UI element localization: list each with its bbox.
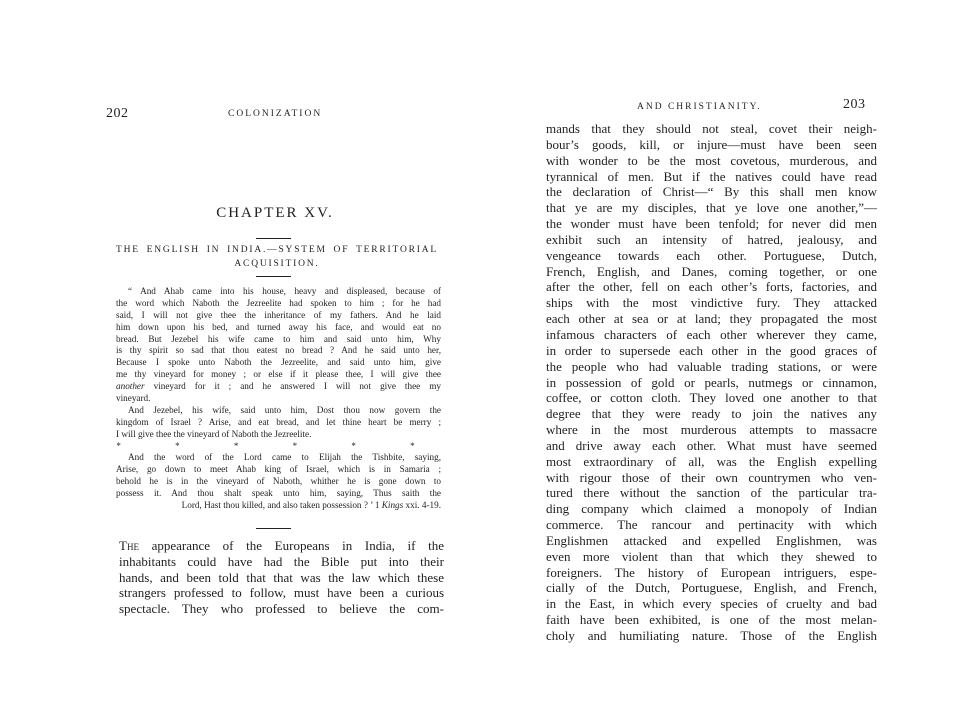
body-line: exhibit such an intensity of hatred, jealousy, and [546, 231, 877, 247]
body-line: tured there without the sanction of the particular tra- [546, 485, 877, 501]
epigraph-line: possess it. And thou shalt speak unto him, saying, Thus saith the [116, 488, 441, 499]
epigraph [116, 286, 441, 512]
body-line: vengeance towards each other. Portuguese, Dutch, [546, 247, 877, 263]
body-line [119, 538, 444, 554]
body-line: French, English, and Danes, coming together, or one [546, 263, 877, 279]
epigraph-line: the word which Naboth the Jezreelite had spoken to him ; for he had [116, 297, 441, 308]
body-line: ding company which claimed a monopoly of Indian [546, 501, 877, 517]
epigraph-line: said, I will not give thee the inheritance of my fathers. And he laid [116, 309, 441, 320]
body-line: infamous characters of each other wherever they came, [546, 326, 877, 342]
epigraph-line: me thy vineyard for money ; or else if it please thee, I will give thee [116, 369, 441, 380]
chapter-title: CHAPTER XV. [216, 205, 334, 221]
body-line: most extraordinary of all, was the English expelling [546, 453, 877, 469]
epigraph-line: bread. But Jezebel his wife came to him and said unto him, Why [116, 333, 441, 344]
summary-word: INDIA.—SYSTEM [227, 245, 327, 255]
epigraph-line: vineyard. [116, 393, 151, 404]
body-line: choly and humiliating nature. Those of the English [546, 628, 877, 643]
epigraph-line: “ And Ahab came into his house, heavy and displeased, because of [128, 286, 441, 296]
summary-word: ENGLISH [146, 245, 200, 255]
body-line: coffee, or cotton cloth. They loved one another to that [546, 390, 877, 406]
epigraph-line: And the word of the Lord came to Elijah the Tishbite, saying, [128, 452, 441, 463]
epigraph-line: Because I spoke unto Naboth the Jezreelite, and said unto him, give [116, 357, 441, 368]
epigraph-line: behold he is in the vineyard of Naboth, whither he is gone down to [116, 476, 441, 487]
chapter-rule [256, 238, 291, 239]
page-number-right: 203 [843, 97, 866, 112]
body-line: the wonder must have been tenfold; for never did men [546, 216, 877, 232]
chapter-summary-line-1 [116, 243, 438, 257]
body-line: strangers professed to follow, must have been a curious [119, 585, 444, 601]
body-line: in order to supersede each other in the good graces of [546, 342, 877, 358]
body-line: the declaration of Christ—“ By this shall men know [546, 184, 877, 200]
body-line: even more violent than that which they shewed to [546, 548, 877, 564]
ellipsis-stars: * * * * * * [116, 440, 441, 451]
body-line: tyrannical of men. But if the natives could have read [546, 168, 877, 184]
body-line: where in the most murderous attempts to massacre [546, 422, 877, 438]
body-line: with wonder to be the most covetous, murderous, and [546, 152, 877, 168]
epigraph-line: Arise, go down to meet Ahab king of Israel, which is in Samaria ; [116, 464, 441, 475]
body-line: ships with the most vindictive fury. They attacked [546, 295, 877, 311]
body-line: foreigners. The history of European intriguers, espe- [546, 564, 877, 580]
summary-rule [256, 276, 291, 277]
body-line: degree that they were ready to join the natives any [546, 406, 877, 422]
right-page [490, 0, 980, 718]
body-line: each other at sea or at land; they propagated the most [546, 311, 877, 327]
summary-word: IN [206, 245, 221, 255]
summary-word: TERRITORIAL [356, 245, 438, 255]
body-line: faith have been exhibited, is one of the most melan- [546, 612, 877, 628]
body-line: and drive away each other. What must have seemed [546, 437, 877, 453]
body-line: commerce. The rancour and pertinacity with which [546, 517, 877, 533]
epigraph-citation-line: Lord, Hast thou killed, and also taken possession ? ’ 1 Kings xxi. 4-19. [181, 500, 441, 511]
body-line-rest: appearance of the Europeans in India, if the [138, 538, 444, 553]
epigraph-line: I will give thee the vineyard of Naboth the Jezreelite. [116, 428, 312, 439]
chapter-summary-line-2: ACQUISITION. [234, 259, 320, 269]
body-line: cially of the Dutch, Portuguese, English, and French, [546, 580, 877, 596]
body-line: inhabitants could have had the Bible put into their [119, 553, 444, 569]
chapter-summary [116, 243, 438, 271]
epigraph-line: And Jezebel, his wife, said unto him, Dost thou now govern the [128, 404, 441, 415]
body-line: in the East, in which every species of cruelty and bad [546, 596, 877, 612]
body-line: mands that they should not steal, covet their neigh- [546, 121, 877, 136]
running-head-right: AND CHRISTIANITY. [637, 102, 762, 112]
body-line: with rigour those of their own countrymen who ven- [546, 469, 877, 485]
page-number-left: 202 [106, 106, 129, 121]
epigraph-line: kingdom of Israel ? Arise, and eat bread, and let thine heart be merry ; [116, 416, 441, 427]
drop-word: The [119, 538, 139, 553]
body-line: the people who had valuable trading stations, or were [546, 358, 877, 374]
body-line: in possession of gold or pearls, nutmegs or cinnamon, [546, 374, 877, 390]
body-line: Englishmen attacked and expelled Englishmen, was [546, 532, 877, 548]
summary-word: OF [333, 245, 350, 255]
epigraph-rule [256, 528, 291, 529]
running-head-left: COLONIZATION [228, 109, 323, 119]
epigraph-line: another vineyard for it ; and he answered I will not give thee my [116, 381, 441, 392]
body-line: bour’s goods, kill, or injure—must have been seen [546, 136, 877, 152]
body-line: hands, and been told that that was the law which these [119, 569, 444, 585]
body-text-right [546, 121, 877, 644]
body-line: after the other, fell on each other’s forts, factories, and [546, 279, 877, 295]
epigraph-line: him down upon his bed, and turned away his face, and would eat no [116, 321, 441, 332]
summary-word: THE [116, 245, 140, 255]
epigraph-line: is thy spirit so sad that thou eatest no bread ? And he said unto her, [116, 345, 441, 356]
body-line: that ye are my disciples, that ye love one another,”— [546, 200, 877, 216]
body-line: spectacle. They who professed to believe the com- [119, 601, 444, 617]
body-text-left [119, 538, 444, 617]
